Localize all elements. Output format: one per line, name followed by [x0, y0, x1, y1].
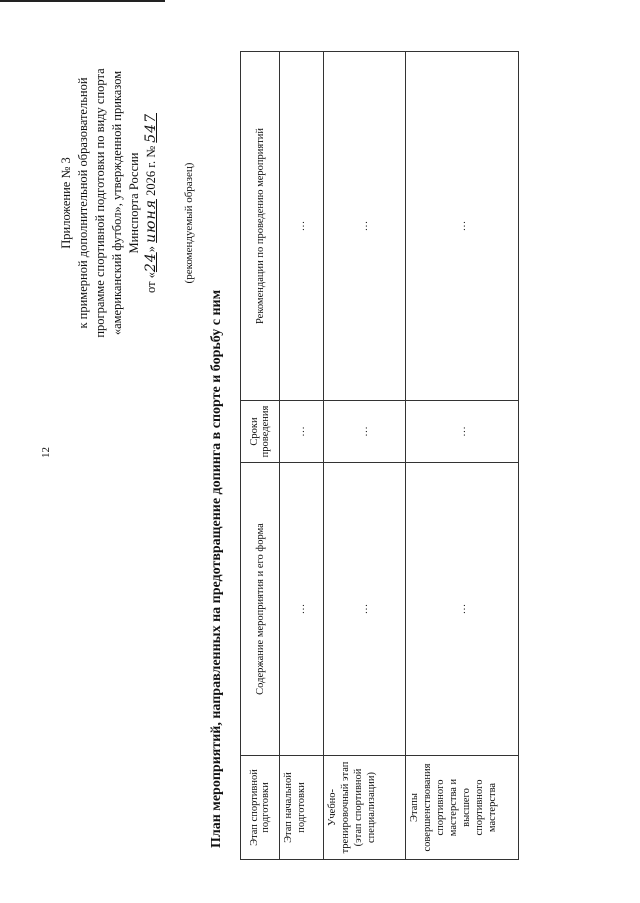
date-day-handwritten: 24 [143, 252, 159, 273]
date-month-handwritten: июня [143, 199, 159, 243]
page-number: 12 [40, 447, 52, 458]
appendix-line: к примерной дополнительной образовательной [76, 77, 90, 329]
date-prefix: от « [144, 272, 158, 293]
plan-table [240, 51, 519, 860]
appendix-line: «американский футбол», утвержденной приказом [110, 70, 124, 336]
content-cell: … [406, 463, 519, 756]
sample-note: (рекомендуемый образец) [183, 162, 195, 284]
table-row [324, 52, 406, 860]
timing-cell: … [324, 401, 406, 463]
stage-cell: Этапы совершенствования спортивного мастерства и высшего спортивного мастерства [406, 756, 519, 860]
appendix-line: Минспорта России [127, 152, 141, 254]
content-cell: … [280, 463, 324, 756]
stage-cell: Этап начальной подготовки [280, 756, 324, 860]
recommendations-cell: … [406, 52, 519, 401]
plan-title: План мероприятий, направленных на предотвращение допинга в спорте и борьбу с ним [209, 289, 224, 848]
table-row [280, 52, 324, 860]
header-stage: Этап спортивной подготовки [241, 756, 280, 860]
header-content: Содержание мероприятия и его форма [241, 463, 280, 756]
recommendations-cell: … [280, 52, 324, 401]
recommendations-cell: … [324, 52, 406, 401]
appendix-line: программе спортивной подготовки по виду спорта [93, 68, 107, 338]
date-year: 2026 г. № [144, 145, 158, 196]
appendix-title: Приложение № 3 [59, 157, 73, 249]
table-row [406, 52, 519, 860]
timing-cell: … [406, 401, 519, 463]
timing-cell: … [280, 401, 324, 463]
date-mid: » [144, 245, 158, 253]
table-header-row [241, 52, 280, 860]
order-date-line [143, 43, 160, 363]
content-cell: … [324, 463, 406, 756]
header-timing: Сроки проведения [241, 401, 280, 463]
appendix-header [58, 43, 160, 363]
header-recommendations: Рекомендации по проведению мероприятий [241, 52, 280, 401]
stage-cell: Учебно-тренировочный этап (этап спортивной специализации) [324, 756, 406, 860]
order-number-handwritten: 547 [143, 113, 159, 143]
